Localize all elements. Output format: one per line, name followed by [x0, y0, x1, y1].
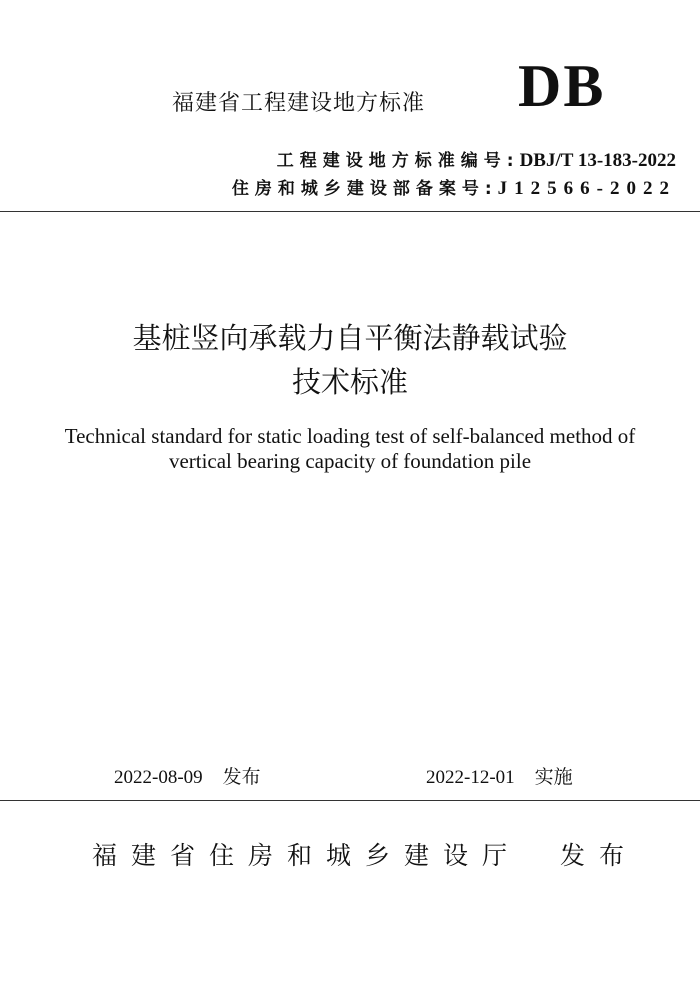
issue-date-block	[114, 762, 261, 789]
top-divider	[0, 211, 700, 212]
issue-date: 2022-08-09	[114, 767, 203, 788]
record-number-line	[232, 174, 676, 200]
db-mark: DB	[518, 53, 606, 119]
record-number-label: 住房和城乡建设部备案号:	[231, 179, 498, 199]
bottom-divider	[0, 800, 700, 801]
standard-number-line	[277, 146, 676, 172]
implement-date-block	[426, 762, 573, 789]
publish-label: 发布	[560, 841, 639, 870]
implement-date: 2022-12-01	[426, 767, 515, 788]
record-number-value: J12566-2022	[497, 178, 676, 199]
title-chinese-line-1: 基桩竖向承载力自平衡法静载试验	[132, 321, 568, 355]
standard-number-label: 工程建设地方标准编号:	[276, 151, 520, 171]
title-chinese-line-2: 技术标准	[291, 365, 408, 399]
standard-number-value: DBJ/T 13-183-2022	[519, 150, 676, 171]
title-english-line-1: Technical standard for static loading test of self-balanced method of	[64, 424, 636, 448]
issue-label: 发布	[222, 766, 261, 788]
title-english-line-2: vertical bearing capacity of foundation pile	[168, 449, 532, 473]
publisher-name: 福建省住房和城乡建设厅	[92, 841, 522, 870]
standard-category: 福建省工程建设地方标准	[172, 91, 426, 116]
implement-label: 实施	[534, 766, 573, 788]
